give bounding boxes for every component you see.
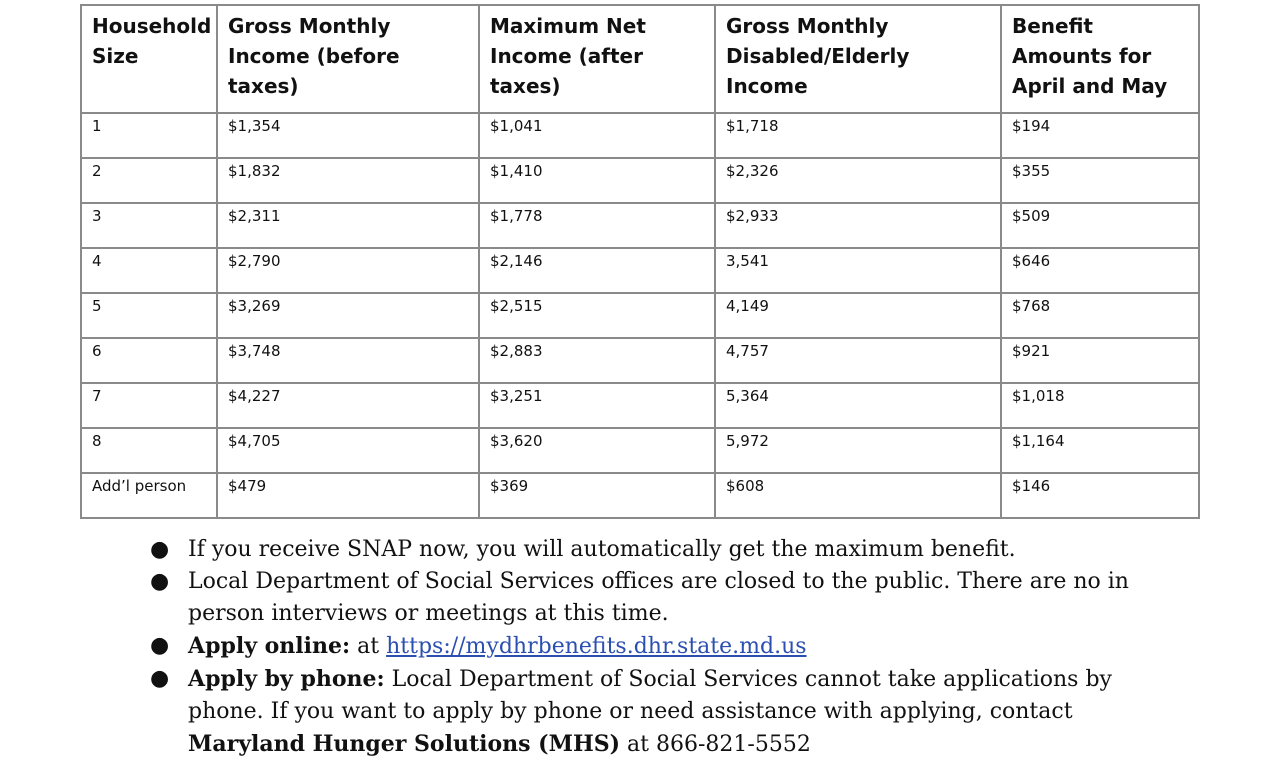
table-cell: $1,410 [479, 158, 715, 203]
table-cell: Add’l person [81, 473, 217, 518]
table-cell: $1,018 [1001, 383, 1199, 428]
bullet-icon: ● [150, 633, 170, 658]
table-cell: $2,146 [479, 248, 715, 293]
table-row [81, 473, 1199, 518]
table-cell: 5,364 [715, 383, 1001, 428]
apply-by-phone-label: Apply by phone: [188, 666, 385, 692]
table-row [81, 203, 1199, 248]
header-maximum-net-income: Maximum Net Income (after taxes) [479, 5, 715, 113]
table-row [81, 248, 1199, 293]
table-row [81, 383, 1199, 428]
table-cell: $2,933 [715, 203, 1001, 248]
table-row [81, 338, 1199, 383]
table-cell: $608 [715, 473, 1001, 518]
table-cell: 8 [81, 428, 217, 473]
table-cell: $2,883 [479, 338, 715, 383]
note-text: Local Department of Social Services cannot take applications by phone. If you want to apply by phone or need assistance with applying, contact [188, 667, 1112, 724]
table-cell: $1,718 [715, 113, 1001, 158]
phone-number-text: at 866-821-5552 [620, 732, 811, 757]
table-cell: $1,041 [479, 113, 715, 158]
table-row [81, 158, 1199, 203]
table-cell: $479 [217, 473, 479, 518]
note-text: at [350, 634, 387, 659]
table-cell: 7 [81, 383, 217, 428]
table-cell: 6 [81, 338, 217, 383]
table-cell: $194 [1001, 113, 1199, 158]
list-item [150, 663, 1150, 761]
table-cell: 1 [81, 113, 217, 158]
table-cell: $768 [1001, 293, 1199, 338]
table-row [81, 428, 1199, 473]
header-disabled-elderly-income: Gross Monthly Disabled/Elderly Income [715, 5, 1001, 113]
table-cell: $921 [1001, 338, 1199, 383]
table-cell: 4,757 [715, 338, 1001, 383]
table-cell: $146 [1001, 473, 1199, 518]
header-gross-monthly-income: Gross Monthly Income (before taxes) [217, 5, 479, 113]
table-cell: 5 [81, 293, 217, 338]
table-cell: $2,515 [479, 293, 715, 338]
table-cell: $4,705 [217, 428, 479, 473]
bullet-icon: ● [150, 569, 170, 594]
table-cell: $4,227 [217, 383, 479, 428]
table-cell: $646 [1001, 248, 1199, 293]
table-cell: $3,620 [479, 428, 715, 473]
table-cell: $3,748 [217, 338, 479, 383]
table-row [81, 293, 1199, 338]
table-cell: 4,149 [715, 293, 1001, 338]
list-item [150, 630, 1150, 663]
note-text: If you receive SNAP now, you will automatically get the maximum benefit. [188, 537, 1016, 562]
note-text: Local Department of Social Services offices are closed to the public. There are no in person interviews or meetings at this time. [188, 569, 1129, 626]
table-cell: $2,326 [715, 158, 1001, 203]
apply-online-link[interactable]: https://mydhrbenefits.dhr.state.md.us [386, 634, 807, 659]
table-cell: 3,541 [715, 248, 1001, 293]
table-cell: $509 [1001, 203, 1199, 248]
header-household-size: Household Size [81, 5, 217, 113]
table-cell: 3 [81, 203, 217, 248]
table-cell: $1,164 [1001, 428, 1199, 473]
table-cell: $1,778 [479, 203, 715, 248]
table-cell: 2 [81, 158, 217, 203]
table-header-row [81, 5, 1199, 113]
table-cell: 5,972 [715, 428, 1001, 473]
bullet-icon: ● [150, 537, 170, 562]
income-limits-table [80, 4, 1200, 519]
table-cell: $3,251 [479, 383, 715, 428]
table-cell: $369 [479, 473, 715, 518]
table-cell: $1,354 [217, 113, 479, 158]
list-item [150, 566, 1150, 630]
table-cell: $355 [1001, 158, 1199, 203]
table-cell: $3,269 [217, 293, 479, 338]
table-row [81, 113, 1199, 158]
header-benefit-amounts: Benefit Amounts for April and May [1001, 5, 1199, 113]
notes-list [150, 534, 1150, 761]
table-cell: $2,311 [217, 203, 479, 248]
organization-name: Maryland Hunger Solutions (MHS) [188, 731, 621, 757]
list-item [150, 534, 1150, 566]
table-cell: 4 [81, 248, 217, 293]
apply-online-label: Apply online: [188, 633, 351, 659]
table-cell: $1,832 [217, 158, 479, 203]
table-cell: $2,790 [217, 248, 479, 293]
bullet-icon: ● [150, 666, 170, 691]
